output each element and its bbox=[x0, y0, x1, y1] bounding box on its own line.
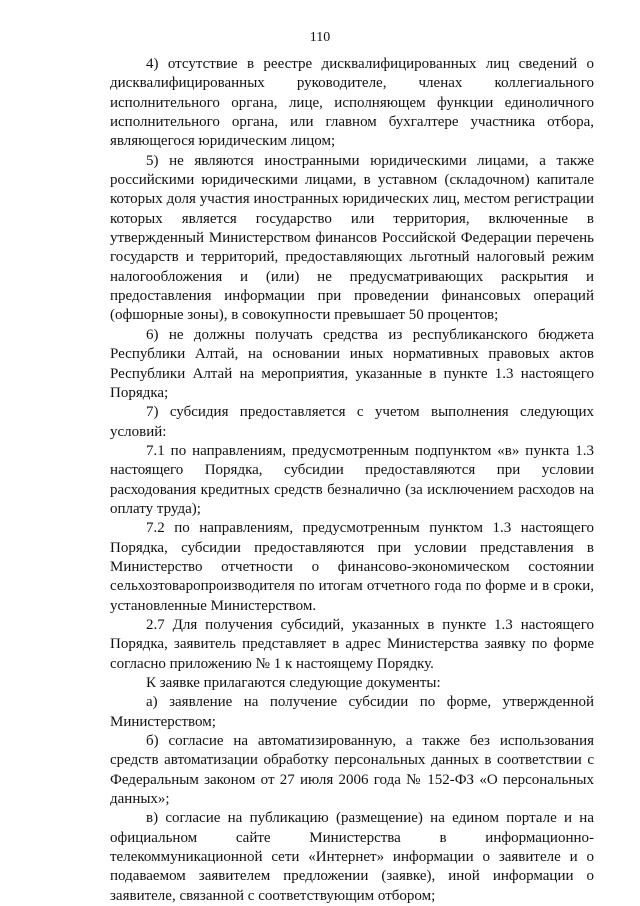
paragraph-item-v: в) согласие на публикацию (размещение) на едином портале и на официальном сайте Министерства в информационно-телекоммуникационной сети «Интернет» информации о заявителе и о подаваемом заявителем предложении (заявке), иной информации о заявителе, связанной с соответствующим отбором; bbox=[110, 810, 594, 904]
paragraph-item-7: 7) субсидия предоставляется с учетом выполнения следующих условий: bbox=[110, 404, 594, 440]
paragraph-item-5: 5) не являются иностранными юридическими лицами, а также российскими юридическими лицами, в уставном (складочном) капитале которых доля участия иностранных юридических лиц, местом регистрации которых является государство или территория, включенные в утвержденный Министерством финансов Российской Федерации перечень государств и территорий, предоставляющих льготный налоговый режим налогообложения и (или) не предусматривающих раскрытия и предоставления информации при проведении финансовых операций (офшорные зоны), в совокупности превышает 50 процентов; bbox=[110, 152, 594, 324]
paragraph-item-4: 4) отсутствие в реестре дисквалифицированных лиц сведений о дисквалифицированных руководителе, членах коллегиального исполнительного органа, лице, исполняющем функции единоличного исполнительного органа, или главном бухгалтере участника отбора, являющегося юридическим лицом; bbox=[110, 56, 594, 150]
paragraph-item-6: 6) не должны получать средства из республиканского бюджета Республики Алтай, на основании иных нормативных правовых актов Республики Алтай на мероприятия, указанные в пункте 1.3 настоящего Порядка; bbox=[110, 326, 594, 401]
paragraph-clause-2-7: 2.7 Для получения субсидий, указанных в пункте 1.3 настоящего Порядка, заявитель представляет в адрес Министерства заявку по форме согласно приложению № 1 к настоящему Порядку. bbox=[110, 616, 594, 672]
paragraph-item-7-1: 7.1 по направлениям, предусмотренным подпунктом «в» пункта 1.3 настоящего Порядка, субсидии предоставляются при условии расходования кредитных средств безналично (за исключением расходов на оплату труда); bbox=[110, 442, 594, 517]
paragraph-documents-intro: К заявке прилагаются следующие документы: bbox=[146, 675, 441, 691]
paragraph-item-7-2: 7.2 по направлениям, предусмотренным пунктом 1.3 настоящего Порядка, субсидии предоставляются при условии представления в Министерство отчетности о финансово-экономическом состоянии сельхозтоваропроизводителя по итогам отчетного года по форме и в сроки, установленные Министерством. bbox=[110, 520, 594, 614]
paragraph-item-a: а) заявление на получение субсидии по форме, утвержденной Министерством; bbox=[110, 694, 594, 730]
document-body bbox=[110, 55, 594, 906]
paragraph-item-b: б) согласие на автоматизированную, а также без использования средств автоматизации обработку персональных данных в соответствии с Федеральным законом от 27 июля 2006 года № 152-ФЗ «О персональных данных»; bbox=[110, 733, 594, 808]
page-number: 110 bbox=[309, 30, 331, 45]
